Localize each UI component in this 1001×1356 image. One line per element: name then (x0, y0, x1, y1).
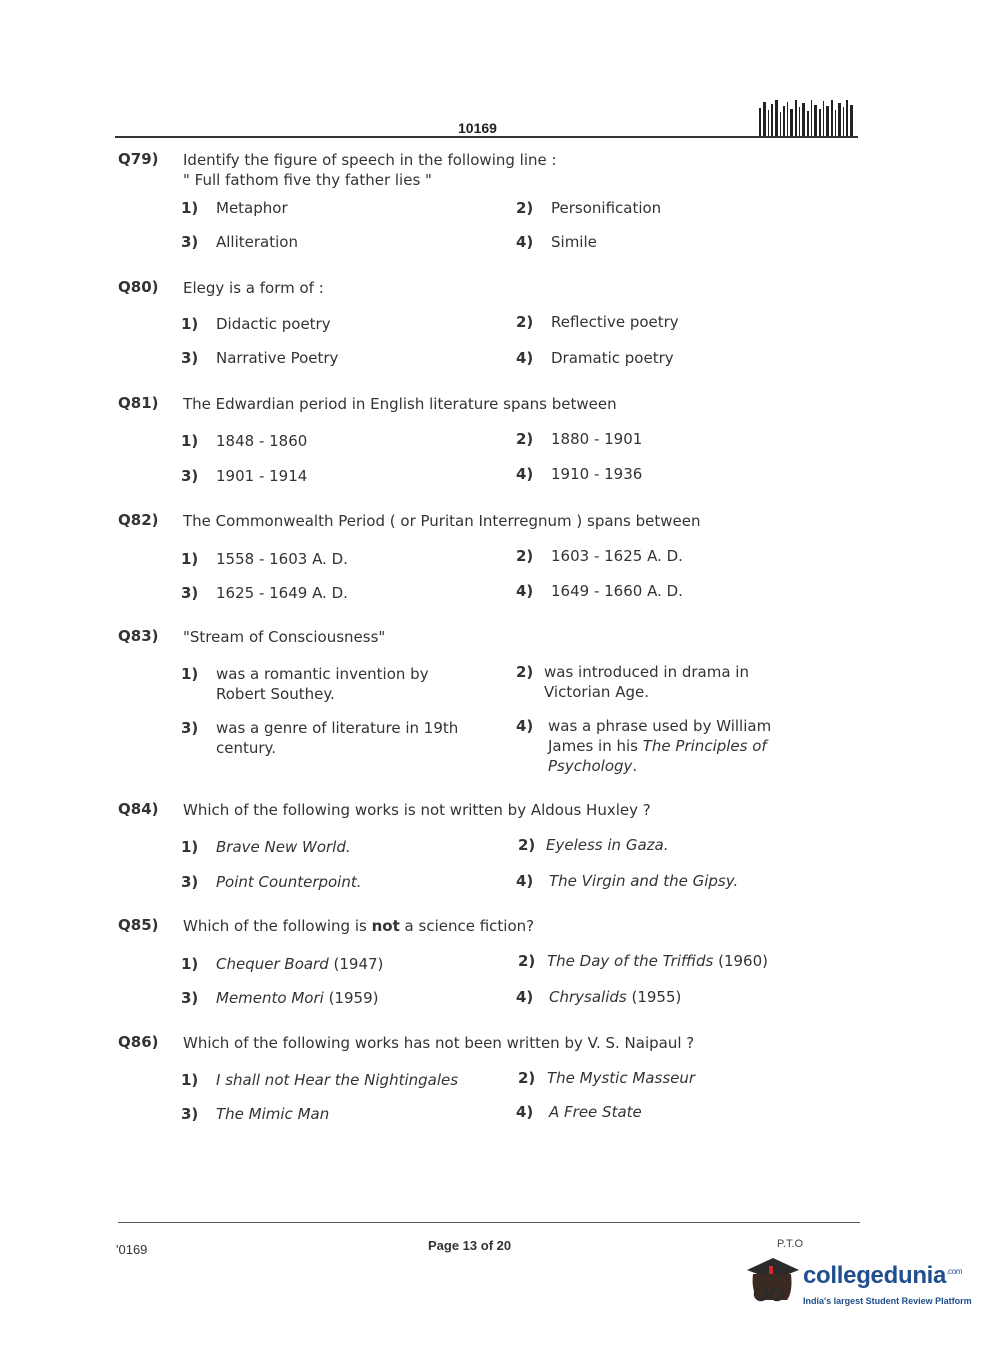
graduate-mascot-icon (743, 1252, 801, 1310)
question-text: Which of the following works is not written by Aldous Huxley ? (183, 801, 651, 819)
question-text: Which of the following is not a science fiction? (183, 917, 535, 935)
question-number: Q85) (118, 916, 159, 934)
exam-page: 10169 Q79) Identify the figure of speech in the following line : " Full fathom five thy father lies " 1) Metaphor 2) Personification 3) Alliteration 4) Simile Q80) Elegy is a form of : 1) Didactic poetry 2) Reflective poetry 3) Narrative Poetry 4) Dramatic poetry Q81) The Edwardian period in English literature spans between 1) 1848 - 1860 2) 1880 - 1901 3) 1901 - 1914 4) 1910 - 1936 Q82) The Commonwealth Period ( or Puritan Interregnum ) spans between 1) 1558 - 1603 A. D. 2) 1603 - 1625 A. D. 3) 1625 - 1649 A. D. 4) 1649 - 1660 A. D. Q83) "Stream of Consciousness" 1) was a romantic invention by Robert Southey. 2) was introduced in drama in Victorian Age. 3) was a genre of literature in 19th century. 4) was a phrase used by William James in his The Principles of Psychology. Q84) Which of the following works is not written by Aldous Huxley ? 1) Brave New World. 2) Eyeless in Gaza. 3) Point Counterpoint. 4) The Virgin and the Gipsy. Q85) Which of the following is not a science fiction? 1) Chequer Board (1947) 2) The Day of the Triffids (1960) 3) Memento Mori (1959) 4) Chrysalids (1955) Q86) Which of the following works has not been written by V. S. Naipaul ? 1) I shall not Hear the Nightingales 2) The Mystic Masseur 3) The Mimic Man 4) A Free State '0169 Page 13 of 20 P.T.O collegedunia$^{.com}$ India's largest Student Review Platform (0, 0, 1001, 1356)
collegedunia-logo (743, 1252, 973, 1312)
question-text: Which of the following works has not been written by V. S. Naipaul ? (183, 1034, 695, 1052)
logo-name: collegedunia$^{.com}$ (803, 1262, 963, 1289)
pto-label: P.T.O (777, 1238, 804, 1250)
paper-code-footer: '0169 (116, 1242, 148, 1257)
question-number: Q79) (118, 150, 159, 168)
question-number: Q82) (118, 511, 159, 529)
question-text: The Commonwealth Period ( or Puritan Interregnum ) spans between (183, 512, 701, 530)
page-number: Page 13 of 20 (428, 1238, 512, 1253)
footer-divider (118, 1222, 860, 1223)
header-divider (115, 136, 858, 138)
logo-tagline: India's largest Student Review Platform (803, 1296, 972, 1306)
question-number: Q84) (118, 800, 159, 818)
question-text: Identify the figure of speech in the following line : " Full fathom five thy father lies " (183, 151, 557, 189)
question-text: The Edwardian period in English literature spans between (183, 395, 617, 413)
question-number: Q83) (118, 627, 159, 645)
question-text: Elegy is a form of : (183, 279, 324, 297)
question-number: Q86) (118, 1033, 159, 1051)
question-number: Q80) (118, 278, 159, 296)
question-text: "Stream of Consciousness" (183, 628, 386, 646)
paper-code-header: 10169 (458, 120, 497, 136)
question-number: Q81) (118, 394, 159, 412)
barcode-icon (757, 100, 857, 136)
